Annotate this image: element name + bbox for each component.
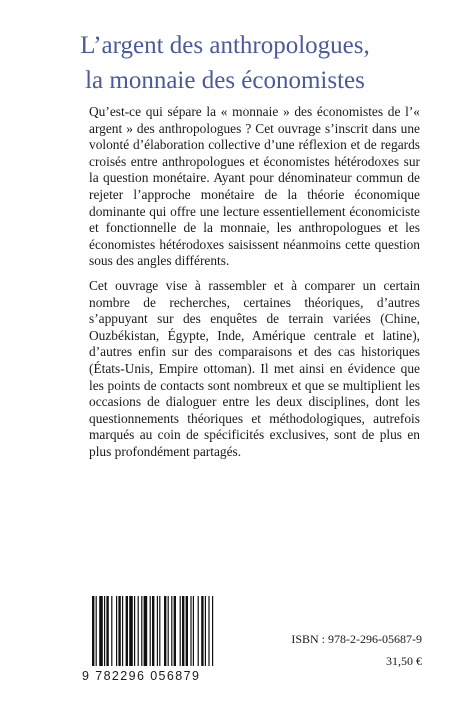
title-line-1: L’argent des anthropologues, [80, 32, 370, 59]
barcode-digits: 9 782296 056879 [82, 669, 201, 683]
back-cover-summary [89, 104, 420, 468]
isbn-label: ISBN : 978-2-296-05687-9 [291, 632, 422, 646]
summary-paragraph-1: Qu’est-ce qui sépare la « monnaie » des économistes de l’« argent » des anthropologues ? Cet ouvrage s’inscrit dans une volonté d’élaboration collective d’une réflexion et de regards croisés entre anthropologues et économistes hétérodoxes sur la question monétaire. Ayant pour dénominateur commun de rejeter l’approche monétaire de la théorie économique dominante qui offre une lecture essentiellement économiciste et fonctionnelle de la monnaie, les anthropologues et les économistes hétérodoxes saisissent néanmoins cette question sous des angles différents. [89, 104, 420, 269]
summary-paragraph-2: Cet ouvrage vise à rassembler et à comparer un certain nombre de recherches, certaines théoriques, d’autres s’appuyant sur des enquêtes de terrain variées (Chine, Ouzbékistan, Égypte, Inde, Amérique centrale et latine), d’autres enfin sur des comparaisons et des cas historiques (États-Unis, Empire ottoman). Il met ainsi en évidence que les points de contacts sont nombreux et que se multiplient les occasions de dialoguer entre les deux disciplines, dont les questionnements théoriques et méthodologiques, autrefois marqués au coin de spécificités exclusives, sont de plus en plus profondément partagés. [89, 277, 420, 459]
price-label: 31,50 € [386, 654, 422, 668]
barcode-bars [82, 596, 254, 668]
title-line-2: la monnaie des économistes [85, 67, 365, 94]
barcode [82, 596, 254, 680]
book-title [0, 28, 450, 98]
